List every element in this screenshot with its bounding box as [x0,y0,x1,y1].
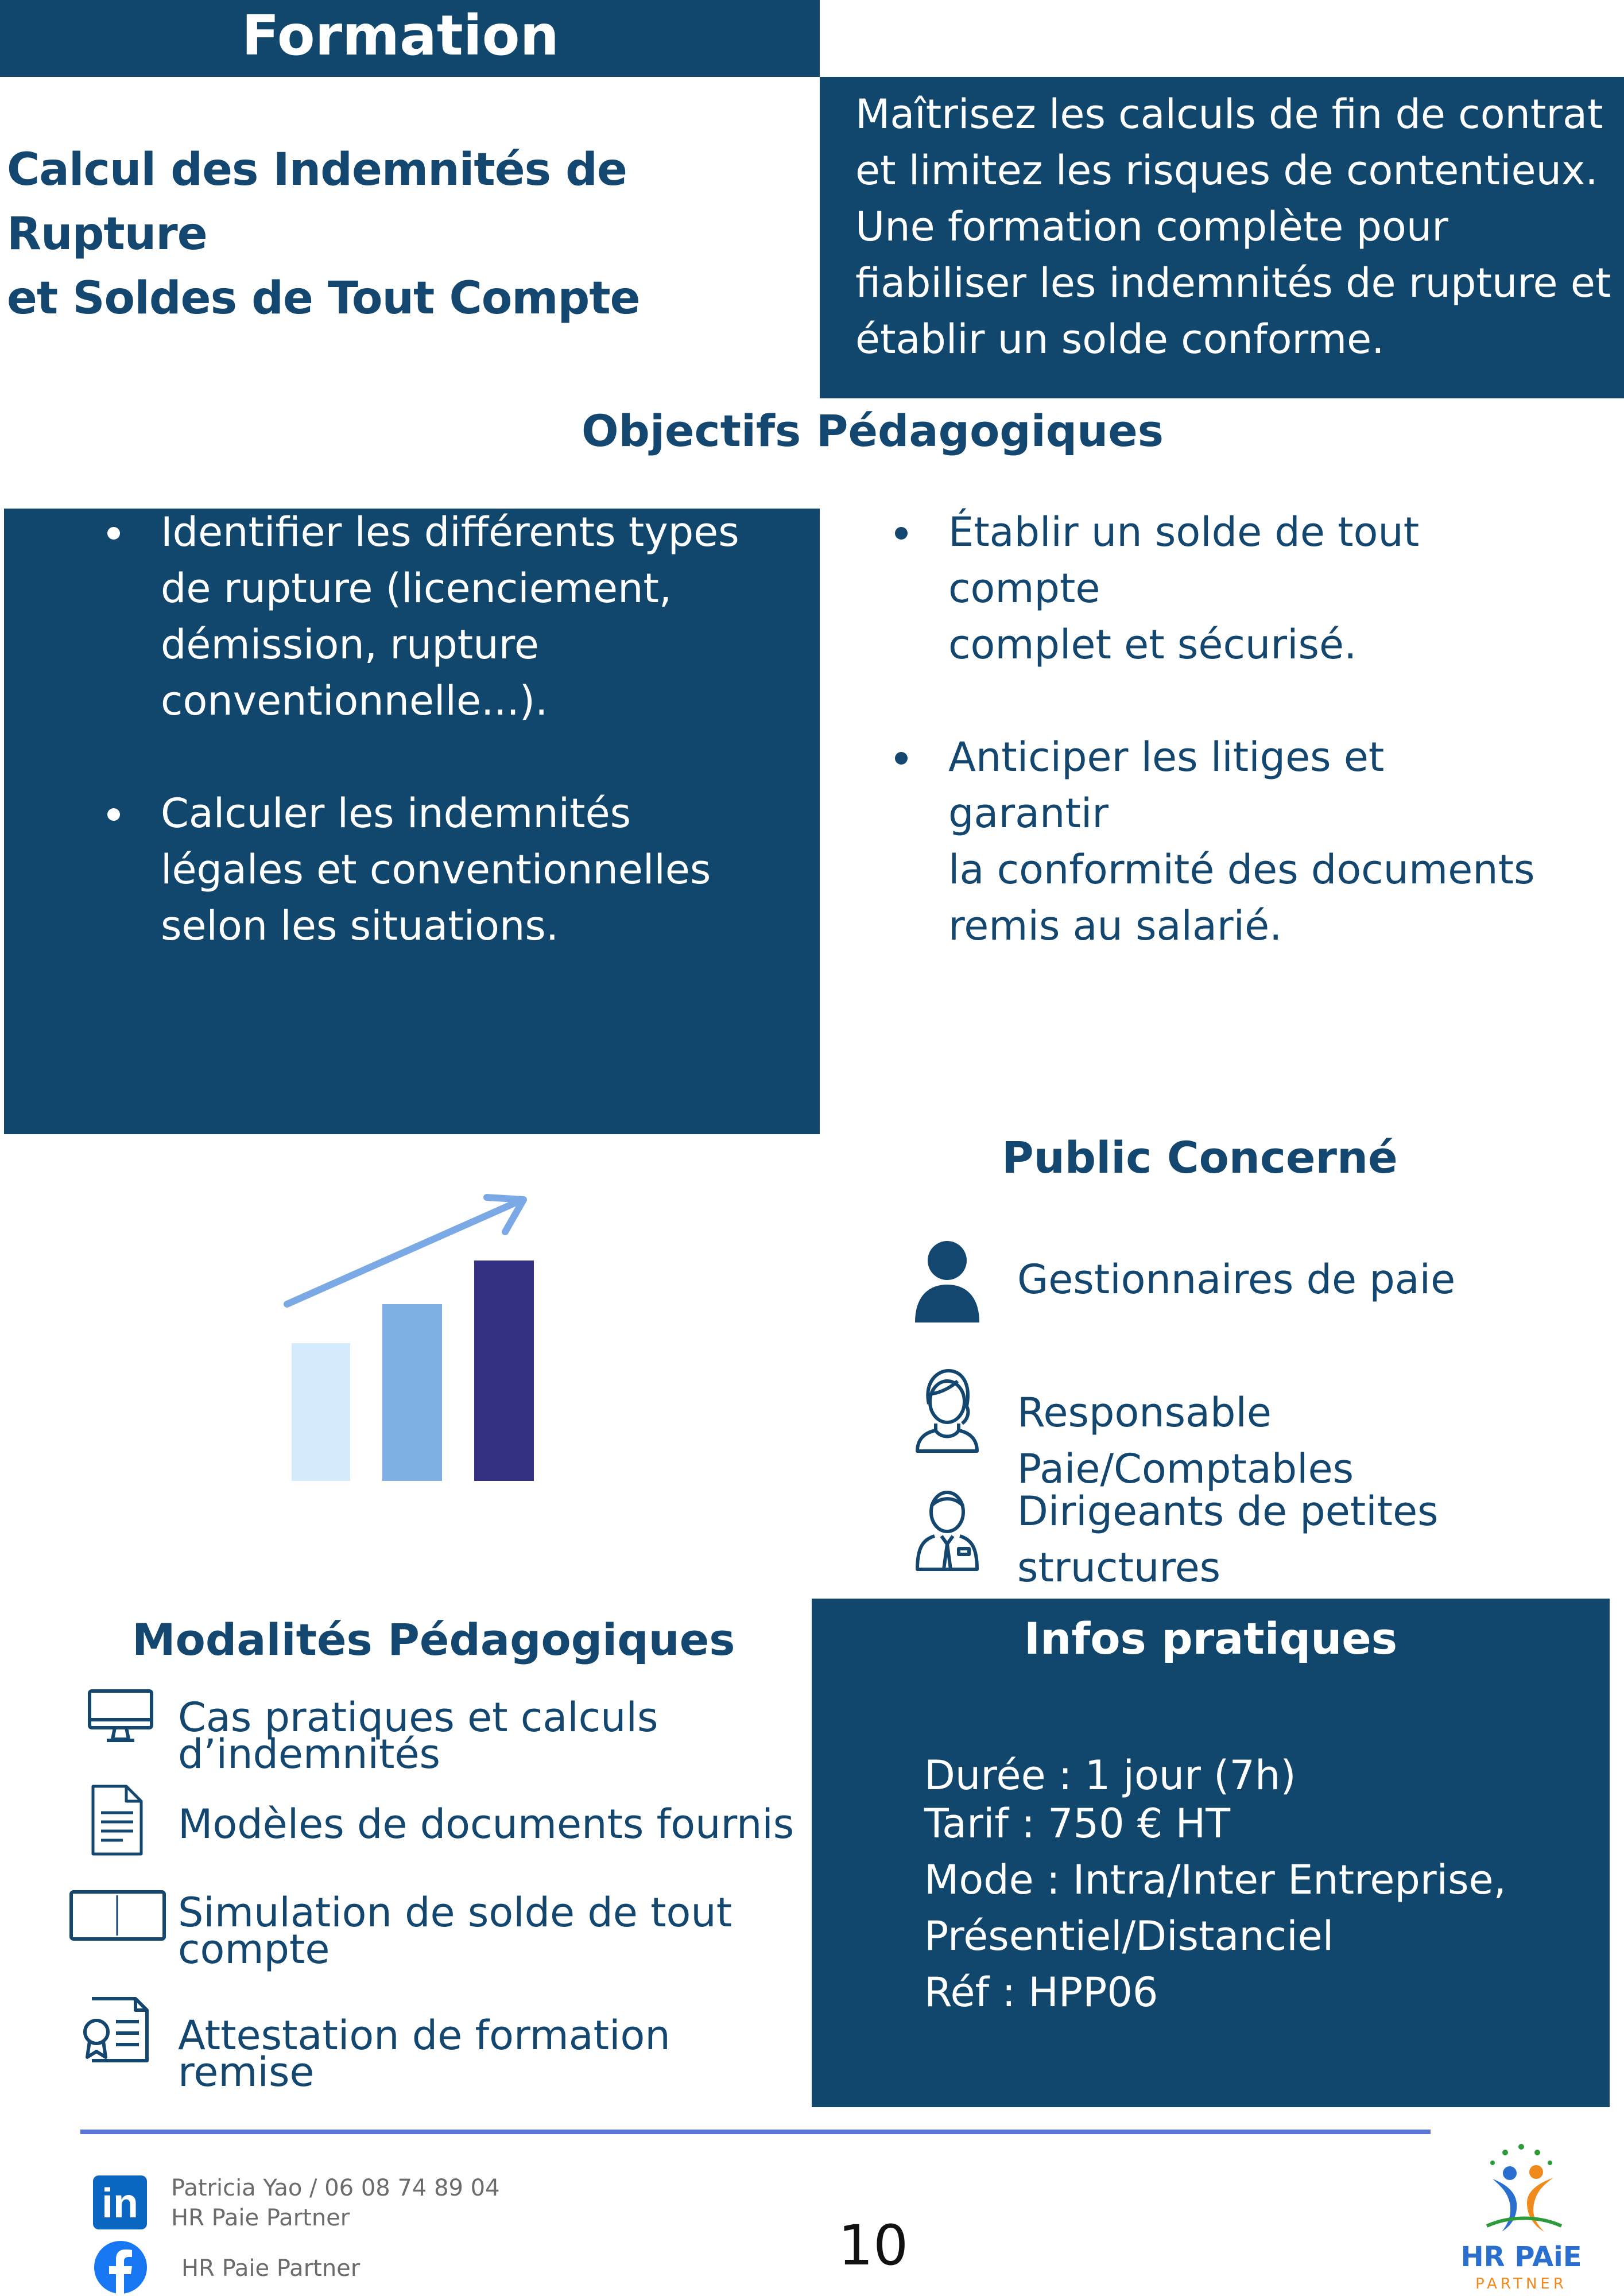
intro-line: Une formation complète pour [855,203,1448,250]
document-icon [88,1783,146,1857]
facebook-icon[interactable] [93,2240,148,2295]
certificate-icon [75,1994,155,2065]
objective-line: légales et conventionnelles [161,846,711,893]
info-price: Tarif : 750 € HT [924,1800,1231,1847]
logo-tagline: PARTNER [1475,2275,1567,2293]
intro-line: établir un solde conforme. [855,316,1385,363]
modality-item [63,1688,809,1778]
intro-line: fiabiliser les indemnités de rupture et [855,259,1611,307]
modality-item [63,1783,809,1863]
objectives-right-list [891,504,1551,1010]
info-duration: Durée : 1 jour (7h) [924,1752,1296,1799]
public-item [907,1234,1619,1332]
chart-bar-mid [382,1304,442,1481]
monitor-icon [86,1688,155,1745]
objective-line: démission, rupture [161,621,539,668]
objective-item [103,504,746,729]
intro-line: et limitez les risques de contentieux. [855,147,1598,194]
modality-label-line: Cas pratiques et calculs [178,1694,658,1741]
objective-line: selon les situations. [161,902,559,949]
objective-line: Identifier les différents types [161,509,739,556]
public-label: Gestionnaires de paie [1017,1256,1456,1303]
brand-logo [1452,2140,1590,2296]
public-label: Responsable Paie/Comptables [1017,1389,1354,1492]
contact-line: Patricia Yao / 06 08 74 89 04 [171,2175,500,2201]
objective-line: de rupture (licenciement, [161,565,672,612]
objective-line: Anticiper les litiges et garantir [948,734,1385,837]
person-filled-icon [907,1234,987,1326]
objective-item [891,729,1551,954]
public-item [907,1364,1619,1492]
chart-bar-dark [474,1261,534,1481]
objective-item [891,504,1551,673]
objective-item [103,785,746,954]
modality-label-line: d’indemnités [178,1731,440,1778]
objectives-heading: Objectifs Pédagogiques [581,405,1164,456]
modality-label [178,1889,732,1973]
info-mode: Mode : Intra/Inter Entreprise, [924,1856,1506,1903]
public-item [907,1483,1619,1598]
facebook-link[interactable]: HR Paie Partner [181,2255,361,2282]
public-label-line: structures [1017,1544,1221,1591]
intro-line: Maîtrisez les calculs de fin de contrat [855,91,1603,138]
course-title [7,138,822,331]
public-label [1017,1483,1439,1596]
tablet-icon [69,1888,166,1944]
modality-label-line: compte [178,1926,330,1973]
businessman-outline-icon [907,1483,987,1575]
objective-line: remis au salarié. [948,902,1282,949]
public-heading: Public Concerné [1002,1132,1398,1183]
modality-label-line: Simulation de solde de tout [178,1889,732,1936]
objectives-left-list [103,504,746,1010]
chart-bar-light [292,1343,350,1481]
modalities-heading: Modalités Pédagogiques [132,1614,735,1665]
footer-divider [80,2130,1431,2134]
modality-item [63,1888,809,1973]
woman-outline-icon [907,1364,987,1456]
course-title-line: Calcul des Indemnités de Rupture [7,144,627,260]
intro-text [855,86,1613,367]
objective-line: Calculer les indemnités [161,790,631,837]
objective-line: la conformité des documents [948,846,1535,893]
linkedin-icon[interactable]: in [93,2175,147,2229]
modality-label: Modèles de documents fournis [178,1801,794,1848]
modality-label: Attestation de formation remise [178,2012,670,2096]
info-reference: Réf : HPP06 [924,1969,1158,2016]
objective-line: complet et sécurisé. [948,621,1357,668]
info-format: Présentiel/Distanciel [924,1913,1334,1960]
growth-chart-illustration [276,1182,551,1492]
infos-heading: Infos pratiques [1024,1613,1398,1664]
logo-name: HR PAiE [1460,2241,1582,2273]
banner-title: Formation [242,3,559,68]
public-label-line: Dirigeants de petites [1017,1488,1439,1535]
page-number: 10 [838,2213,909,2278]
modality-item [63,1994,809,2096]
objective-line: Établir un solde de tout compte [948,509,1420,612]
objective-line: conventionnelle...). [161,677,548,724]
infos-lines [924,1747,1602,2020]
course-title-line: et Soldes de Tout Compte [7,273,640,324]
logo-mark-icon [1452,2140,1590,2237]
linkedin-link[interactable]: HR Paie Partner [171,2205,350,2231]
modality-label [178,1694,658,1778]
